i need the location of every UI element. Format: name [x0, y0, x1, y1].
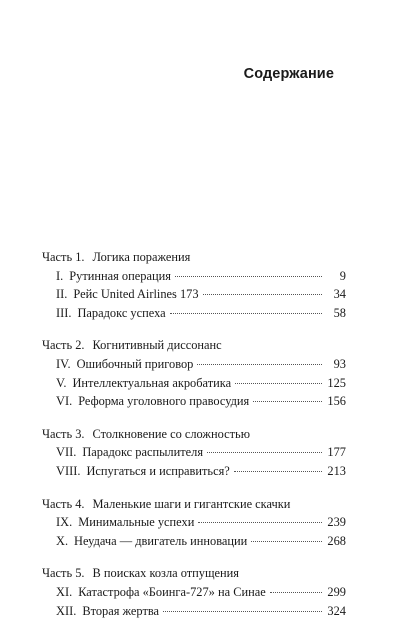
chapter-number: V.: [56, 375, 67, 390]
toc-entry[interactable]: [42, 602, 346, 621]
page-number: 324: [327, 603, 346, 618]
chapter-title: Реформа уголовного правосудия: [78, 394, 250, 409]
toc-entry[interactable]: [42, 583, 346, 602]
page-number: 299: [327, 584, 346, 599]
chapter-number: IV.: [56, 356, 71, 371]
part-heading: [42, 495, 346, 514]
toc-part: [42, 425, 346, 481]
dot-leader: [203, 294, 322, 295]
toc-entry[interactable]: [42, 513, 346, 532]
part-label: Часть 1.: [42, 250, 85, 264]
part-label: Часть 5.: [42, 566, 85, 581]
toc-entry[interactable]: [42, 285, 346, 304]
part-title: Маленькие шаги и гигантские скачки: [92, 496, 291, 511]
page-number: 58: [333, 305, 346, 320]
part-label: Часть 3.: [42, 426, 85, 441]
page-number: 268: [327, 533, 346, 548]
toc-entry[interactable]: [42, 267, 346, 286]
dot-leader: [251, 541, 322, 542]
page-number: 9: [339, 268, 346, 283]
chapter-title: Испугаться и исправиться?: [86, 463, 230, 478]
part-title: В поисках козла отпущения: [92, 566, 239, 581]
toc-entry[interactable]: [42, 355, 346, 374]
dot-leader: [207, 452, 322, 453]
part-title: Логика поражения: [92, 250, 191, 264]
toc-part: [42, 564, 346, 620]
page-title: Содержание: [243, 66, 334, 82]
page-number: 34: [333, 287, 346, 302]
chapter-title: Рутинная операция: [69, 268, 171, 283]
chapter-title: Ошибочный приговор: [76, 356, 194, 371]
part-heading: [42, 248, 346, 267]
dot-leader: [163, 611, 322, 612]
dot-leader: [270, 592, 322, 593]
dot-leader: [234, 471, 322, 472]
chapter-number: XI.: [56, 584, 73, 599]
chapter-title: Парадокс распылителя: [82, 445, 204, 460]
toc-entry[interactable]: [42, 304, 346, 323]
chapter-number: VIII.: [56, 463, 81, 478]
chapter-number: VII.: [56, 445, 77, 460]
dot-leader: [197, 364, 322, 365]
dot-leader: [235, 383, 322, 384]
dot-leader: [253, 401, 322, 402]
part-title: Когнитивный диссонанс: [92, 338, 222, 353]
chapter-number: II.: [56, 287, 68, 302]
toc-part: [42, 336, 346, 410]
page-number: 177: [327, 445, 346, 460]
page-number: 156: [327, 394, 346, 409]
chapter-number: VI.: [56, 394, 73, 409]
chapter-number: X.: [56, 533, 69, 548]
chapter-number: I.: [56, 268, 64, 283]
part-label: Часть 4.: [42, 496, 85, 511]
page-number: 125: [327, 375, 346, 390]
toc-part: [42, 495, 346, 551]
part-heading: [42, 336, 346, 355]
chapter-title: Катастрофа «Боинга-727» на Синае: [78, 584, 266, 599]
chapter-title: Парадокс успеха: [77, 305, 166, 320]
page-number: 213: [327, 463, 346, 478]
chapter-number: III.: [56, 305, 72, 320]
toc-entry[interactable]: [42, 532, 346, 551]
chapter-title: Вторая жертва: [82, 603, 160, 618]
page-number: 239: [327, 515, 346, 530]
toc-entry[interactable]: [42, 443, 346, 462]
dot-leader: [170, 313, 322, 314]
toc-entry[interactable]: [42, 374, 346, 393]
dot-leader: [175, 276, 322, 277]
dot-leader: [198, 522, 322, 523]
chapter-number: XII.: [56, 603, 77, 618]
part-label: Часть 2.: [42, 338, 85, 353]
part-heading: [42, 425, 346, 444]
chapter-title: Интеллектуальная акробатика: [72, 375, 232, 390]
toc-entry[interactable]: [42, 392, 346, 411]
chapter-title: Минимальные успехи: [78, 515, 195, 530]
chapter-title: Рейс United Airlines 173: [73, 287, 199, 302]
part-heading: [42, 564, 346, 583]
chapter-title: Неудача — двигатель инновации: [74, 533, 248, 548]
toc-entry[interactable]: [42, 462, 346, 481]
toc-part: [42, 248, 346, 322]
chapter-number: IX.: [56, 515, 73, 530]
table-of-contents: [42, 248, 346, 634]
part-title: Столкновение со сложностью: [92, 426, 250, 441]
page-number: 93: [333, 356, 346, 371]
